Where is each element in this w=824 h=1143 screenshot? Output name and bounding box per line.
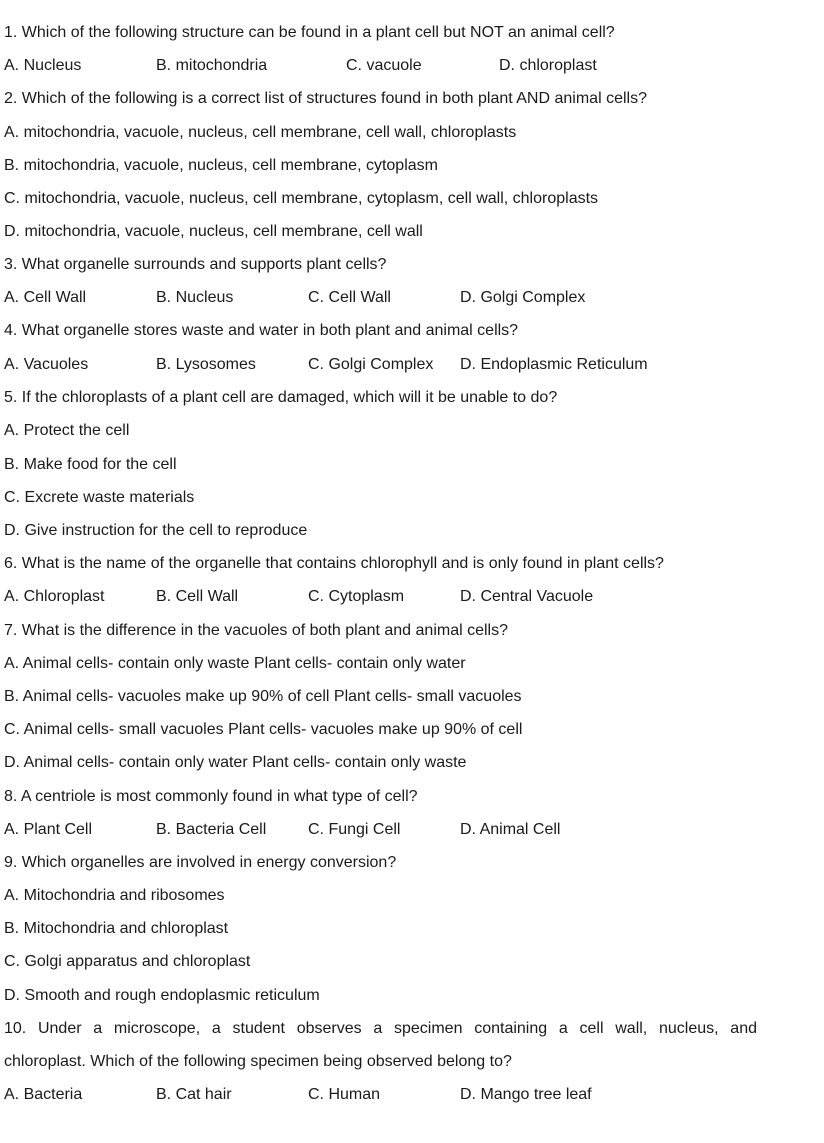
- q4-option-a: A. Vacuoles: [4, 356, 89, 373]
- q10-option-c: C. Human: [308, 1086, 381, 1103]
- q9-option-d: D. Smooth and rough endoplasmic reticulum: [4, 987, 320, 1004]
- question-4: 4. What organelle stores waste and water in both plant and animal cells?: [4, 322, 519, 339]
- q8-option-d: D. Animal Cell: [460, 821, 561, 838]
- q3-option-c: C. Cell Wall: [308, 289, 391, 306]
- q10-option-b: B. Cat hair: [156, 1086, 232, 1103]
- q7-option-d: D. Animal cells- contain only water Plant cells- contain only waste: [4, 754, 467, 771]
- question-2: 2. Which of the following is a correct list of structures found in both plant AND animal cells?: [4, 90, 647, 107]
- q7-option-b: B. Animal cells- vacuoles make up 90% of cell Plant cells- small vacuoles: [4, 688, 522, 705]
- q10-option-a: A. Bacteria: [4, 1086, 83, 1103]
- q3-option-b: B. Nucleus: [156, 289, 234, 306]
- q1-option-d: D. chloroplast: [499, 57, 597, 74]
- q7-option-c: C. Animal cells- small vacuoles Plant cells- vacuoles make up 90% of cell: [4, 721, 523, 738]
- question-6: 6. What is the name of the organelle that contains chlorophyll and is only found in plant cells?: [4, 555, 664, 572]
- q2-option-d: D. mitochondria, vacuole, nucleus, cell membrane, cell wall: [4, 223, 423, 240]
- q2-option-a: A. mitochondria, vacuole, nucleus, cell membrane, cell wall, chloroplasts: [4, 124, 517, 141]
- q5-option-b: B. Make food for the cell: [4, 456, 177, 473]
- q8-option-a: A. Plant Cell: [4, 821, 93, 838]
- q3-option-d: D. Golgi Complex: [460, 289, 586, 306]
- q4-option-c: C. Golgi Complex: [308, 356, 434, 373]
- q6-option-a: A. Chloroplast: [4, 588, 105, 605]
- q5-option-a: A. Protect the cell: [4, 422, 130, 439]
- q8-option-c: C. Fungi Cell: [308, 821, 401, 838]
- q3-option-a: A. Cell Wall: [4, 289, 87, 306]
- question-1: 1. Which of the following structure can be found in a plant cell but NOT an animal cell?: [4, 24, 615, 41]
- question-10: 10. Under a microscope, a student observes a specimen containing a cell wall, nucleus, and: [4, 1020, 757, 1037]
- q9-option-a: A. Mitochondria and ribosomes: [4, 887, 225, 904]
- q1-option-b: B. mitochondria: [156, 57, 268, 74]
- q2-option-c: C. mitochondria, vacuole, nucleus, cell membrane, cytoplasm, cell wall, chloroplasts: [4, 190, 599, 207]
- q1-option-c: C. vacuole: [346, 57, 422, 74]
- q8-option-b: B. Bacteria Cell: [156, 821, 267, 838]
- q2-option-b: B. mitochondria, vacuole, nucleus, cell membrane, cytoplasm: [4, 157, 438, 174]
- question-8: 8. A centriole is most commonly found in what type of cell?: [4, 788, 418, 805]
- question-10-continued: chloroplast. Which of the following specimen being observed belong to?: [4, 1053, 512, 1070]
- q6-option-d: D. Central Vacuole: [460, 588, 594, 605]
- q5-option-c: C. Excrete waste materials: [4, 489, 195, 506]
- question-9: 9. Which organelles are involved in energy conversion?: [4, 854, 397, 871]
- q7-option-a: A. Animal cells- contain only waste Plant cells- contain only water: [4, 655, 466, 672]
- q1-option-a: A. Nucleus: [4, 57, 82, 74]
- question-3: 3. What organelle surrounds and supports plant cells?: [4, 256, 387, 273]
- q5-option-d: D. Give instruction for the cell to reproduce: [4, 522, 308, 539]
- question-5: 5. If the chloroplasts of a plant cell are damaged, which will it be unable to do?: [4, 389, 558, 406]
- q9-option-b: B. Mitochondria and chloroplast: [4, 920, 229, 937]
- q9-option-c: C. Golgi apparatus and chloroplast: [4, 953, 251, 970]
- q4-option-b: B. Lysosomes: [156, 356, 256, 373]
- q4-option-d: D. Endoplasmic Reticulum: [460, 356, 648, 373]
- q6-option-c: C. Cytoplasm: [308, 588, 405, 605]
- q6-option-b: B. Cell Wall: [156, 588, 239, 605]
- question-7: 7. What is the difference in the vacuoles of both plant and animal cells?: [4, 622, 509, 639]
- q10-option-d: D. Mango tree leaf: [460, 1086, 592, 1103]
